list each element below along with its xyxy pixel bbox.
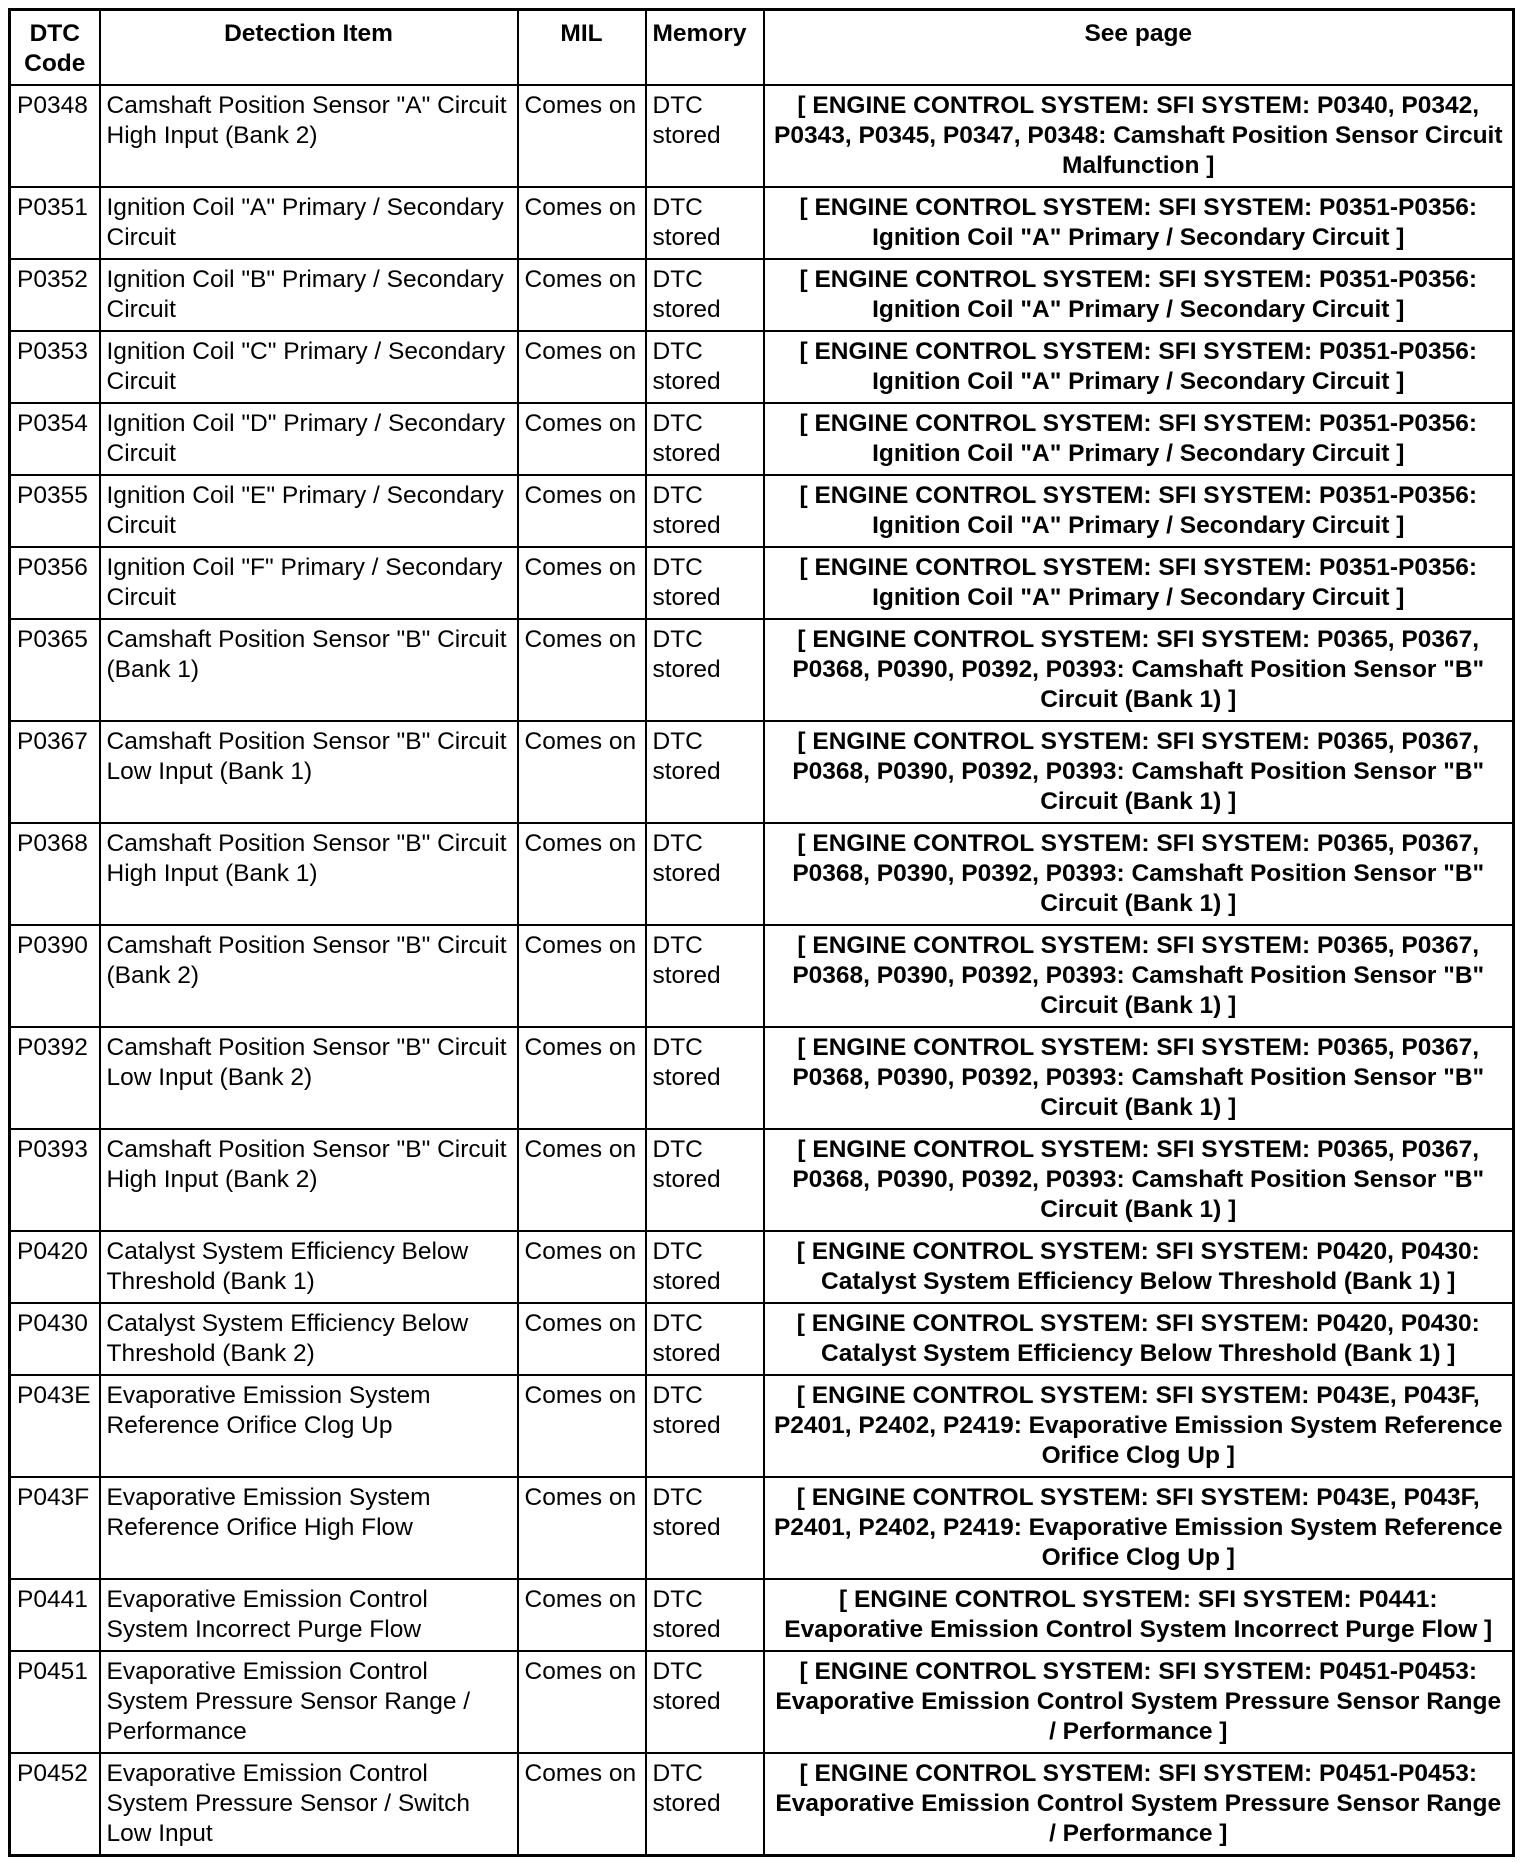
see-page-link[interactable]: [ ENGINE CONTROL SYSTEM: SFI SYSTEM: P0351-P0356: Ignition Coil "A" Primary / Secondary Circuit ]: [764, 403, 1514, 475]
dtc-code: P0451: [10, 1651, 100, 1753]
dtc-code: P0365: [10, 619, 100, 721]
mil-status: Comes on: [518, 619, 646, 721]
memory-status: DTC stored: [646, 1753, 764, 1856]
table-row: [10, 475, 1514, 547]
dtc-code: P0430: [10, 1303, 100, 1375]
dtc-code: P0368: [10, 823, 100, 925]
table-row: [10, 925, 1514, 1027]
memory-status: DTC stored: [646, 403, 764, 475]
table-row: [10, 547, 1514, 619]
mil-status: Comes on: [518, 1651, 646, 1753]
detection-item: Camshaft Position Sensor "B" Circuit (Bank 2): [100, 925, 518, 1027]
memory-status: DTC stored: [646, 1579, 764, 1651]
memory-status: DTC stored: [646, 259, 764, 331]
see-page-link[interactable]: [ ENGINE CONTROL SYSTEM: SFI SYSTEM: P043E, P043F, P2401, P2402, P2419: Evaporative Emission System Reference Orifice Clog Up ]: [764, 1375, 1514, 1477]
table-row: [10, 721, 1514, 823]
dtc-code: P0352: [10, 259, 100, 331]
mil-status: Comes on: [518, 721, 646, 823]
detection-item: Ignition Coil "C" Primary / Secondary Circuit: [100, 331, 518, 403]
detection-item: Camshaft Position Sensor "B" Circuit Low Input (Bank 2): [100, 1027, 518, 1129]
see-page-link[interactable]: [ ENGINE CONTROL SYSTEM: SFI SYSTEM: P0351-P0356: Ignition Coil "A" Primary / Secondary Circuit ]: [764, 331, 1514, 403]
detection-item: Evaporative Emission System Reference Orifice High Flow: [100, 1477, 518, 1579]
dtc-code: P0392: [10, 1027, 100, 1129]
mil-status: Comes on: [518, 331, 646, 403]
table-row: [10, 619, 1514, 721]
mil-status: Comes on: [518, 547, 646, 619]
see-page-link[interactable]: [ ENGINE CONTROL SYSTEM: SFI SYSTEM: P0365, P0367, P0368, P0390, P0392, P0393: Camshaft Position Sensor "B" Circuit (Bank 1) ]: [764, 823, 1514, 925]
dtc-code: P0367: [10, 721, 100, 823]
memory-status: DTC stored: [646, 721, 764, 823]
table-row: [10, 403, 1514, 475]
memory-status: DTC stored: [646, 1375, 764, 1477]
detection-item: Ignition Coil "B" Primary / Secondary Circuit: [100, 259, 518, 331]
memory-status: DTC stored: [646, 1027, 764, 1129]
dtc-code: P0390: [10, 925, 100, 1027]
memory-status: DTC stored: [646, 547, 764, 619]
memory-status: DTC stored: [646, 1477, 764, 1579]
memory-status: DTC stored: [646, 187, 764, 259]
see-page-link[interactable]: [ ENGINE CONTROL SYSTEM: SFI SYSTEM: P0451-P0453: Evaporative Emission Control System Pressure Sensor Range / Performance ]: [764, 1753, 1514, 1856]
header-detection-item: Detection Item: [100, 10, 518, 86]
dtc-code: P0356: [10, 547, 100, 619]
detection-item: Camshaft Position Sensor "B" Circuit High Input (Bank 2): [100, 1129, 518, 1231]
see-page-link[interactable]: [ ENGINE CONTROL SYSTEM: SFI SYSTEM: P043E, P043F, P2401, P2402, P2419: Evaporative Emission System Reference Orifice Clog Up ]: [764, 1477, 1514, 1579]
dtc-code: P0351: [10, 187, 100, 259]
mil-status: Comes on: [518, 1027, 646, 1129]
dtc-code: P043F: [10, 1477, 100, 1579]
mil-status: Comes on: [518, 1477, 646, 1579]
table-row: [10, 1579, 1514, 1651]
detection-item: Ignition Coil "F" Primary / Secondary Circuit: [100, 547, 518, 619]
table-row: [10, 1129, 1514, 1231]
table-row: [10, 1477, 1514, 1579]
memory-status: DTC stored: [646, 85, 764, 187]
memory-status: DTC stored: [646, 1129, 764, 1231]
header-row: [10, 10, 1514, 86]
see-page-link[interactable]: [ ENGINE CONTROL SYSTEM: SFI SYSTEM: P0365, P0367, P0368, P0390, P0392, P0393: Camshaft Position Sensor "B" Circuit (Bank 1) ]: [764, 619, 1514, 721]
mil-status: Comes on: [518, 1579, 646, 1651]
detection-item: Camshaft Position Sensor "B" Circuit Low Input (Bank 1): [100, 721, 518, 823]
see-page-link[interactable]: [ ENGINE CONTROL SYSTEM: SFI SYSTEM: P0365, P0367, P0368, P0390, P0392, P0393: Camshaft Position Sensor "B" Circuit (Bank 1) ]: [764, 1129, 1514, 1231]
detection-item: Evaporative Emission System Reference Orifice Clog Up: [100, 1375, 518, 1477]
memory-status: DTC stored: [646, 475, 764, 547]
table-row: [10, 187, 1514, 259]
table-row: [10, 1303, 1514, 1375]
table-row: [10, 1231, 1514, 1303]
detection-item: Camshaft Position Sensor "B" Circuit High Input (Bank 1): [100, 823, 518, 925]
memory-status: DTC stored: [646, 925, 764, 1027]
table-row: [10, 1375, 1514, 1477]
dtc-code: P0420: [10, 1231, 100, 1303]
see-page-link[interactable]: [ ENGINE CONTROL SYSTEM: SFI SYSTEM: P0420, P0430: Catalyst System Efficiency Below Threshold (Bank 1) ]: [764, 1303, 1514, 1375]
detection-item: Ignition Coil "A" Primary / Secondary Circuit: [100, 187, 518, 259]
table-row: [10, 823, 1514, 925]
see-page-link[interactable]: [ ENGINE CONTROL SYSTEM: SFI SYSTEM: P0351-P0356: Ignition Coil "A" Primary / Secondary Circuit ]: [764, 475, 1514, 547]
see-page-link[interactable]: [ ENGINE CONTROL SYSTEM: SFI SYSTEM: P0451-P0453: Evaporative Emission Control System Pressure Sensor Range / Performance ]: [764, 1651, 1514, 1753]
table-row: [10, 331, 1514, 403]
table-row: [10, 1027, 1514, 1129]
mil-status: Comes on: [518, 1231, 646, 1303]
see-page-link[interactable]: [ ENGINE CONTROL SYSTEM: SFI SYSTEM: P0351-P0356: Ignition Coil "A" Primary / Secondary Circuit ]: [764, 259, 1514, 331]
mil-status: Comes on: [518, 1753, 646, 1856]
see-page-link[interactable]: [ ENGINE CONTROL SYSTEM: SFI SYSTEM: P0420, P0430: Catalyst System Efficiency Below Threshold (Bank 1) ]: [764, 1231, 1514, 1303]
detection-item: Camshaft Position Sensor "A" Circuit High Input (Bank 2): [100, 85, 518, 187]
detection-item: Evaporative Emission Control System Pressure Sensor Range / Performance: [100, 1651, 518, 1753]
dtc-code: P0348: [10, 85, 100, 187]
see-page-link[interactable]: [ ENGINE CONTROL SYSTEM: SFI SYSTEM: P0340, P0342, P0343, P0345, P0347, P0348: Camshaft Position Sensor Circuit Malfunction ]: [764, 85, 1514, 187]
header-dtc-code: DTC Code: [10, 10, 100, 86]
see-page-link[interactable]: [ ENGINE CONTROL SYSTEM: SFI SYSTEM: P0351-P0356: Ignition Coil "A" Primary / Secondary Circuit ]: [764, 187, 1514, 259]
dtc-code: P0355: [10, 475, 100, 547]
memory-status: DTC stored: [646, 619, 764, 721]
detection-item: Catalyst System Efficiency Below Threshold (Bank 2): [100, 1303, 518, 1375]
header-see-page: See page: [764, 10, 1514, 86]
dtc-code: P0354: [10, 403, 100, 475]
table-row: [10, 1753, 1514, 1856]
see-page-link[interactable]: [ ENGINE CONTROL SYSTEM: SFI SYSTEM: P0365, P0367, P0368, P0390, P0392, P0393: Camshaft Position Sensor "B" Circuit (Bank 1) ]: [764, 1027, 1514, 1129]
detection-item: Evaporative Emission Control System Pressure Sensor / Switch Low Input: [100, 1753, 518, 1856]
see-page-link[interactable]: [ ENGINE CONTROL SYSTEM: SFI SYSTEM: P0351-P0356: Ignition Coil "A" Primary / Secondary Circuit ]: [764, 547, 1514, 619]
mil-status: Comes on: [518, 823, 646, 925]
mil-status: Comes on: [518, 259, 646, 331]
detection-item: Evaporative Emission Control System Incorrect Purge Flow: [100, 1579, 518, 1651]
memory-status: DTC stored: [646, 331, 764, 403]
mil-status: Comes on: [518, 403, 646, 475]
dtc-code: P0441: [10, 1579, 100, 1651]
mil-status: Comes on: [518, 475, 646, 547]
see-page-link[interactable]: [ ENGINE CONTROL SYSTEM: SFI SYSTEM: P0365, P0367, P0368, P0390, P0392, P0393: Camshaft Position Sensor "B" Circuit (Bank 1) ]: [764, 721, 1514, 823]
table-row: [10, 85, 1514, 187]
header-mil: MIL: [518, 10, 646, 86]
mil-status: Comes on: [518, 85, 646, 187]
mil-status: Comes on: [518, 1129, 646, 1231]
table-row: [10, 259, 1514, 331]
mil-status: Comes on: [518, 925, 646, 1027]
mil-status: Comes on: [518, 187, 646, 259]
dtc-code: P043E: [10, 1375, 100, 1477]
mil-status: Comes on: [518, 1375, 646, 1477]
detection-item: Ignition Coil "E" Primary / Secondary Circuit: [100, 475, 518, 547]
dtc-code: P0353: [10, 331, 100, 403]
see-page-link[interactable]: [ ENGINE CONTROL SYSTEM: SFI SYSTEM: P0365, P0367, P0368, P0390, P0392, P0393: Camshaft Position Sensor "B" Circuit (Bank 1) ]: [764, 925, 1514, 1027]
memory-status: DTC stored: [646, 1231, 764, 1303]
see-page-link[interactable]: [ ENGINE CONTROL SYSTEM: SFI SYSTEM: P0441: Evaporative Emission Control System Incorrect Purge Flow ]: [764, 1579, 1514, 1651]
dtc-code: P0393: [10, 1129, 100, 1231]
table-row: [10, 1651, 1514, 1753]
detection-item: Ignition Coil "D" Primary / Secondary Circuit: [100, 403, 518, 475]
memory-status: DTC stored: [646, 1651, 764, 1753]
memory-status: DTC stored: [646, 823, 764, 925]
header-memory: Memory: [646, 10, 764, 86]
detection-item: Catalyst System Efficiency Below Threshold (Bank 1): [100, 1231, 518, 1303]
memory-status: DTC stored: [646, 1303, 764, 1375]
detection-item: Camshaft Position Sensor "B" Circuit (Bank 1): [100, 619, 518, 721]
dtc-table: [8, 8, 1515, 1857]
mil-status: Comes on: [518, 1303, 646, 1375]
dtc-code: P0452: [10, 1753, 100, 1856]
